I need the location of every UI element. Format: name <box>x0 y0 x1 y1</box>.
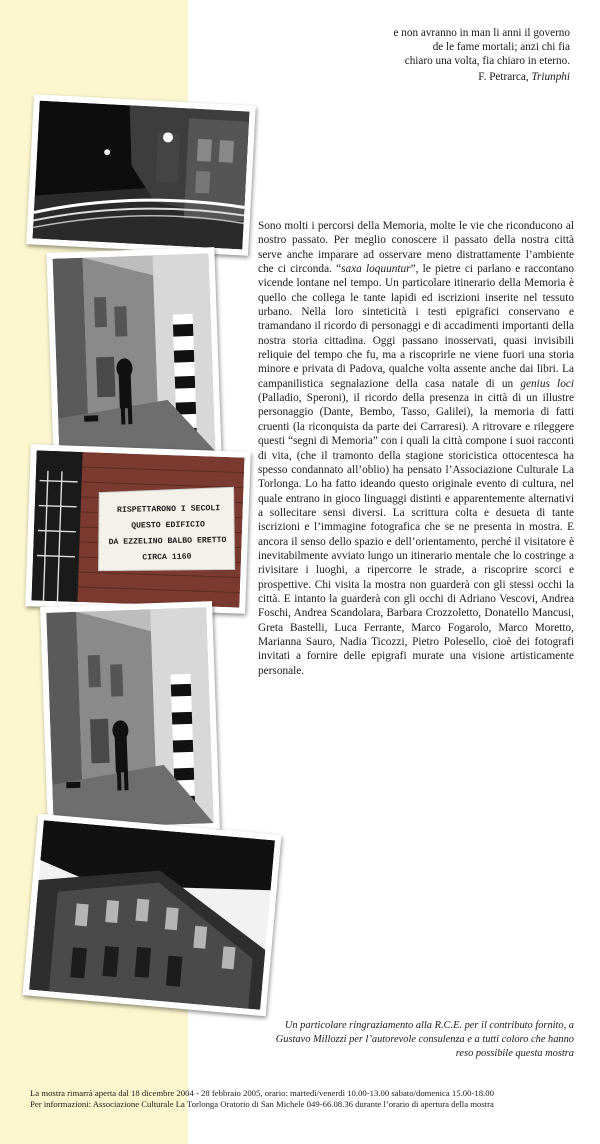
acknowledgements: Un particolare ringraziamento alla R.C.E. per il contributo fornito, a Gustavo Millozzi per l’autorevole consulenza e a tutti coloro che hanno reso possibile questa mostra <box>275 1020 574 1059</box>
body-emphasis-2: genius loci <box>520 377 575 390</box>
photo-night-street <box>26 94 256 255</box>
epigraph-line-1: e non avranno in man li anni il governo <box>393 27 570 39</box>
photo-plaque <box>25 444 251 614</box>
epigraph-attribution <box>270 70 570 84</box>
body-paragraph <box>258 219 574 678</box>
plaque-line-4: CIRCA 1160 <box>142 552 192 563</box>
body-emphasis-1: saxa loquuntur <box>341 263 411 276</box>
epigraph <box>270 26 570 84</box>
footer-dates: La mostra rimarrà aperta dal 18 dicembre 2004 - 28 febbraio 2005, orario: martedì/venerdì 10.00-13.00 sabato/domenica 15.00-18.00 <box>30 1088 494 1098</box>
footer-info <box>30 1088 590 1111</box>
photo-street-walker-1 <box>46 247 221 463</box>
epigraph-line-3: chiaro una volta, fia chiaro in eterno. <box>404 55 570 68</box>
body-part-3: (Palladio, Speroni), il ricordo della presenza in città di un illustre personaggio (Dante, Bembo, Tasso, Galilei), la memoria di fatti cruenti (la riconquista da parte dei Carraresi). A ritrovare e rileggere questi “segni di Memoria” con i quali la città compone i suoi racconti di vita, (che il tramonto della stagione storicistica ottocentesca ha spesso condannato all’oblio) ha pensato l’Associazione Culturale La Torlonga. Lo ha fatto ideando questo originale evento di cultura, nel quale entrano in gioco linguaggi distinti e apparentemente alternativi a sollecitare sensi diversi. La scrittura colta e desueta di tante iscrizioni e l’immagine fotografica che se ne presenta in mostra. E ancora il senso dello spazio e dell’orientamento, perché il visitatore è inevitabilmente avviato lungo un itinerario mentale che lo costringe a rivisitare i luoghi, a ripercorre le strade, a riscoprire scorci e prospettive. Chi visita la mostra non guarderà con gli stessi occhi la città. E intanto la guarderà con gli occhi di Adriano Vescovi, Andrea Foschi, Andrea Scandolara, Barbara Crozzoletto, Donatello Mancusi, Greta Bastelli, Luca Ferrante, Marco Fogarolo, Marco Moretto, Marianna Sauro, Nadia Ticozzi, Pietro Polesello, cioè dei fotografi invitati a fornire delle epigrafi murate una visione artisticamente personale. <box>258 392 574 677</box>
epigraph-line-2: de le fame mortali; anzi chi fia <box>432 41 570 54</box>
footer-contact: Per informazioni: Associazione Culturale La Torlonga Oratorio di San Michele 049-66.08.36 durante l’orario di apertura della mostra <box>30 1099 494 1110</box>
epigraph-work: Triunphi <box>531 70 570 83</box>
plaque-line-1: RISPETTARONO I SECOLI <box>116 504 221 515</box>
plaque-line-2: QUESTO EDIFICIO <box>131 520 205 531</box>
photo-building-facade <box>23 814 282 1017</box>
body-part-1: Sono molti i percorsi della Memoria, molte le vie che riconducono al nostro passato. Per meglio conoscere il passato della nostra città serve anche imparare ad osservare meno distrattamente l’ambiente che ci circonda. “ <box>258 220 574 276</box>
body-part-2: ”, le pietre ci parlano e raccontano vicende lontane nel tempo. Un particolare itinerario della Memoria è quello che collega le tante lapidi ed iscrizioni inserite nel tessuto urbano. Nella loro sinteticità i testi epigrafici conservano e tramandano il ricordo di personaggi e di accadimenti importanti della nostra storia cittadina. Oggi passano inosservati, quasi invisibili reliquie del tempo che fu, ma a riscoprirle ne viene fuori una storia minore e privata di Padova, qualche volta assente anche dai libri. La campanilistica segnalazione della casa natale di un <box>258 263 575 390</box>
plaque-line-3: DA EZZELINO BALBO ERETTO <box>108 536 227 548</box>
photo-street-walker-2 <box>40 601 220 835</box>
epigraph-author: F. Petrarca, <box>478 70 529 83</box>
